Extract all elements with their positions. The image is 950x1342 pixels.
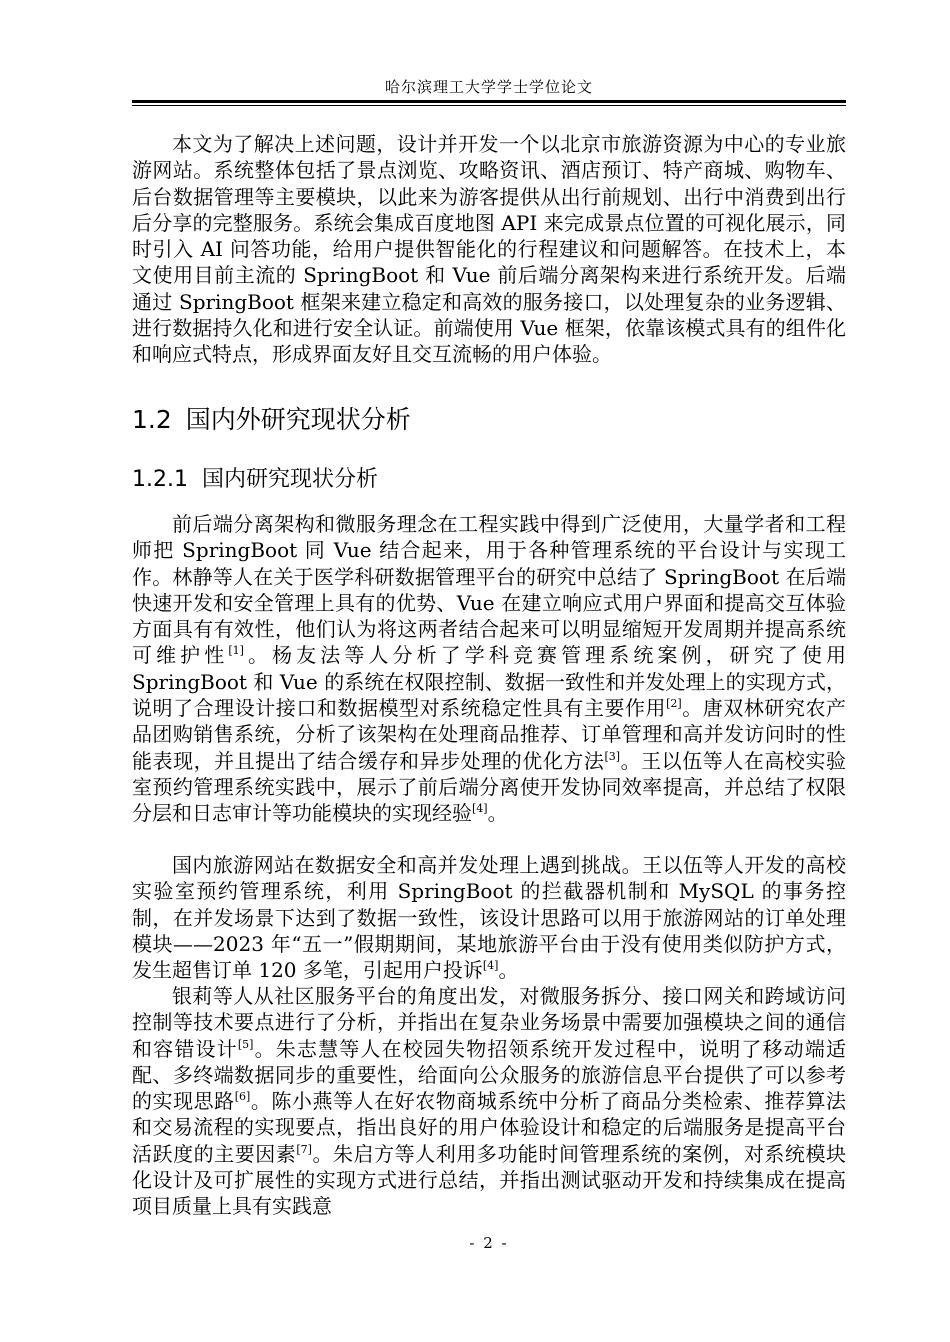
- research-paragraph-3: [132, 983, 846, 1220]
- text-segment: 。杨友法等人分析了学科竞赛管理系统案例，研究了使用 SpringBoot 和 Vue 的系统在权限控制、数据一致性和并发处理上的实现方式，说明了合理设计接口和数据模型对系统稳定性具有主要作用: [132, 643, 847, 721]
- running-header: 哈尔滨理工大学学士学位论文: [384, 78, 593, 96]
- text-segment: 前后端分离架构和微服务理念在工程实践中得到广泛使用，大量学者和工程师把 SpringBoot 同 Vue 结合起来，用于各种管理系统的平台设计与实现工作。林静等人在关于医学科研数据管理平台的研究中总结了 SpringBoot 在后端快速开发和安全管理上具有的优势、Vue 在建立响应式用户界面和提高交互体验方面具有有效性，他们认为将这两者结合起来可以明显缩短开发周期并提高系统可维护性: [132, 512, 846, 668]
- section-number: 1.2: [132, 405, 172, 434]
- text-segment: 。: [487, 801, 508, 826]
- research-paragraph-2: [132, 852, 846, 983]
- research-paragraph-1: [132, 511, 846, 827]
- intro-paragraph: 本文为了解决上述问题，设计并开发一个以北京市旅游资源为中心的专业旅游网站。系统整体包括了景点浏览、攻略资讯、酒店预订、特产商城、购物车、后台数据管理等主要模块，以此来为游客提供从出行前规划、出行中消费到出行后分享的完整服务。系统会集成百度地图 API 来完成景点位置的可视化展示，同时引入 AI 问答功能，给用户提供智能化的行程建议和问题解答。在技术上，本文使用目前主流的 SpringBoot 和 Vue 前后端分离架构来进行系统开发。后端通过 SpringBoot 框架来建立稳定和高效的服务接口，以处理复杂的业务逻辑、进行数据持久化和进行安全认证。前端使用 Vue 框架，依靠该模式具有的组件化和响应式特点，形成界面友好且交互流畅的用户体验。: [132, 132, 846, 367]
- citation: [4]: [472, 802, 488, 816]
- citation: [2]: [666, 697, 682, 711]
- text-segment: 。朱启方等人利用多功能时间管理系统的案例，对系统模块化设计及可扩展性的实现方式进行总结，并指出测试驱动开发和持续集成在提高项目质量上具有实践意: [132, 1141, 847, 1219]
- text-segment: 。陈小燕等人在好农物商城系统中分析了商品分类检索、推荐算法和交易流程的实现要点，指出良好的用户体验设计和稳定的后端服务是提高平台活跃度的主要因素: [132, 1089, 847, 1166]
- citation: [5]: [237, 1037, 254, 1051]
- text-segment: 。唐双林研究农产品团购销售系统，分析了该架构在处理商品推荐、订单管理和高并发访问时的性能表现，并且提出了结合缓存和异步处理的优化方法: [132, 696, 847, 773]
- text-segment: 国内旅游网站在数据安全和高并发处理上遇到挑战。王以伍等人开发的高校实验室预约管理系统，利用 SpringBoot 的拦截器机制和 MySQL 的事务控制，在并发场景下达到了数据一致性，该设计思路可以用于旅游网站的订单处理模块——2023 年“五一”假期期间，某地旅游平台由于没有使用类似防护方式，发生超售订单 120 多笔，引起用户投诉: [132, 853, 846, 983]
- citation: [1]: [228, 644, 244, 658]
- citation: [6]: [234, 1090, 251, 1104]
- subsection-number: 1.2.1: [132, 467, 188, 492]
- citation: [4]: [482, 959, 499, 973]
- citation: [7]: [296, 1142, 312, 1156]
- text-segment: 。: [498, 958, 519, 983]
- text-segment: 银莉等人从社区服务平台的角度出发，对微服务拆分、接口网关和跨域访问控制等技术要点进行了分析，并指出在复杂业务场景中需要加强模块之间的通信和容错设计: [132, 984, 846, 1061]
- citation: [3]: [604, 749, 621, 763]
- header-rule-thin: [132, 105, 846, 106]
- subsection-heading: [132, 467, 846, 493]
- section-heading: [132, 405, 846, 435]
- text-segment: 。王以伍等人在高校实验室预约管理系统实践中，展示了前后端分离使开发协同效率提高，并总结了权限分层和日志审计等功能模块的实现经验: [132, 748, 847, 826]
- header-rule-thick: [132, 100, 846, 103]
- subsection-title: 国内研究现状分析: [201, 467, 378, 492]
- text-segment: 。朱志慧等人在校园失物招领系统开发过程中，说明了移动端适配、多终端数据同步的重要性，给面向公众服务的旅游信息平台提供了可以参考的实现思路: [132, 1036, 847, 1114]
- section-title: 国内外研究现状分析: [185, 405, 411, 434]
- page-number: - 2 -: [469, 1234, 509, 1252]
